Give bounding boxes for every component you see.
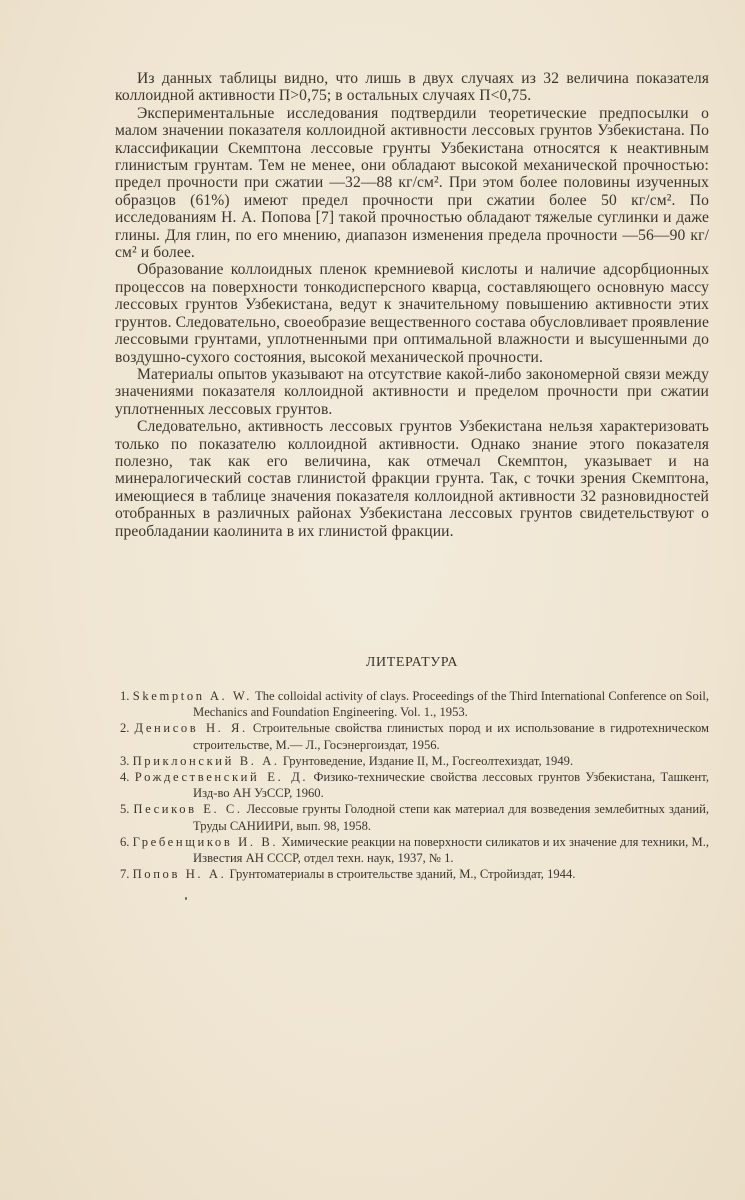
reference-number: 1. [120, 689, 130, 703]
reference-text: Лессовые грунты Голодной степи как материал для возведения землебитных зданий, Труды САНИИРИ, вып. 98, 1958. [193, 802, 709, 833]
paper-speck [185, 897, 187, 900]
reference-item [115, 769, 709, 801]
reference-text: Физико-технические свойства лессовых грунтов Узбекистана, Ташкент, Изд-во АН УзССР, 1960. [193, 770, 710, 801]
paragraph-5: Следовательно, активность лессовых грунтов Узбекистана нельзя характеризовать только по показателю коллоидной активности. Однако знание этого показателя полезно, так как его величина, как отмечал Скемптон, указывает и на минералогический состав глинистой фракции грунта. Так, с точки зрения Скемптона, имеющиеся в таблице значения показателя коллоидной активности 32 разновидностей отобранных в различных районах Узбекистана лессовых грунтов свидетельствуют о преобладании каолинита в их глинистой фракции. [115, 418, 709, 540]
reference-number: 5. [120, 802, 130, 817]
paragraph-4: Материалы опытов указывают на отсутствие какой-либо закономерной связи между значениями показателя коллоидной активности и пределом прочности при сжатии уплотненных лессовых грунтов. [115, 365, 709, 418]
reference-number: 6. [120, 834, 130, 849]
main-text [115, 70, 709, 540]
reference-number: 3. [120, 753, 130, 768]
reference-number: 2. [120, 721, 130, 736]
paragraph-3: Образование коллоидных пленок кремниевой кислоты и наличие адсорбционных процессов на поверхности тонкодисперсного кварца, составляющего основную массу лессовых грунтов Узбекистана, ведут к значительному повышению активности этих грунтов. Следовательно, своеобразие вещественного состава обусловливает проявление лессовыми грунтами, уплотненными при оптимальной влажности и высушенными до воздушно-сухого состояния, высокой механической прочности. [115, 261, 709, 366]
reference-text: Строительные свойства глинистых пород и их использование в гидротехническом строительстве, М.— Л., Госэнергоиздат, 1956. [193, 721, 709, 752]
paragraph-2: Экспериментальные исследования подтвердили теоретические предпосылки о малом значении показателя коллоидной активности лессовых грунтов Узбекистана. По классификации Скемптона лессовые грунты Узбекистана относятся к неактивным глинистым грунтам. Тем не менее, они обладают высокой механической прочностью: предел прочности при сжатии —32—88 кг/см². При этом более половины изученных образцов (61%) имеют предел прочности при сжатии более 50 кг/см². По исследованиям Н. А. Попова [7] такой прочностью обладают тяжелые суглинки и даже глины. Для глин, по его мнению, диапазон изменения предела прочности —56—90 кг/см² и более. [115, 104, 709, 262]
reference-text: The colloidal activity of clays. Proceedings of the Third International Conference on Soil, Mechanics and Foundation Engineering. Vol. 1., 1953. [193, 689, 710, 720]
paragraph-1: Из данных таблицы видно, что лишь в двух случаях из 32 величина показателя коллоидной активности П>0,75; в остальных случаях П<0,75. [115, 70, 709, 105]
reference-author: Приклонский В. А. [132, 753, 280, 768]
reference-number: 4. [120, 770, 130, 785]
reference-item [115, 801, 709, 833]
reference-author: Денисов Н. Я. [134, 721, 248, 736]
reference-item [115, 834, 709, 866]
reference-author: Гребенщиков И. В. [132, 834, 279, 849]
references-list [115, 688, 709, 882]
reference-item [115, 720, 709, 752]
reference-author: Рождественский Е. Д. [134, 770, 309, 785]
references-heading: ЛИТЕРАТУРА [365, 655, 459, 670]
reference-item [115, 866, 709, 882]
reference-text: Химические реакции на поверхности силикатов и их значение для техники, М., Известия АН СССР, отдел техн. наук, 1937, № 1. [193, 834, 710, 866]
reference-text: Грунтоматериалы в строительстве зданий, М., Стройиздат, 1944. [229, 867, 576, 882]
reference-text: Грунтоведение, Издание II, М., Госгеолтехиздат, 1949. [282, 753, 574, 768]
reference-author: Skempton A. W. [132, 689, 252, 703]
reference-author: Песиков Е. С. [133, 802, 243, 817]
reference-number: 7. [120, 867, 130, 882]
reference-item [115, 688, 709, 720]
reference-author: Попов Н. А. [132, 867, 227, 882]
reference-item [115, 753, 709, 769]
